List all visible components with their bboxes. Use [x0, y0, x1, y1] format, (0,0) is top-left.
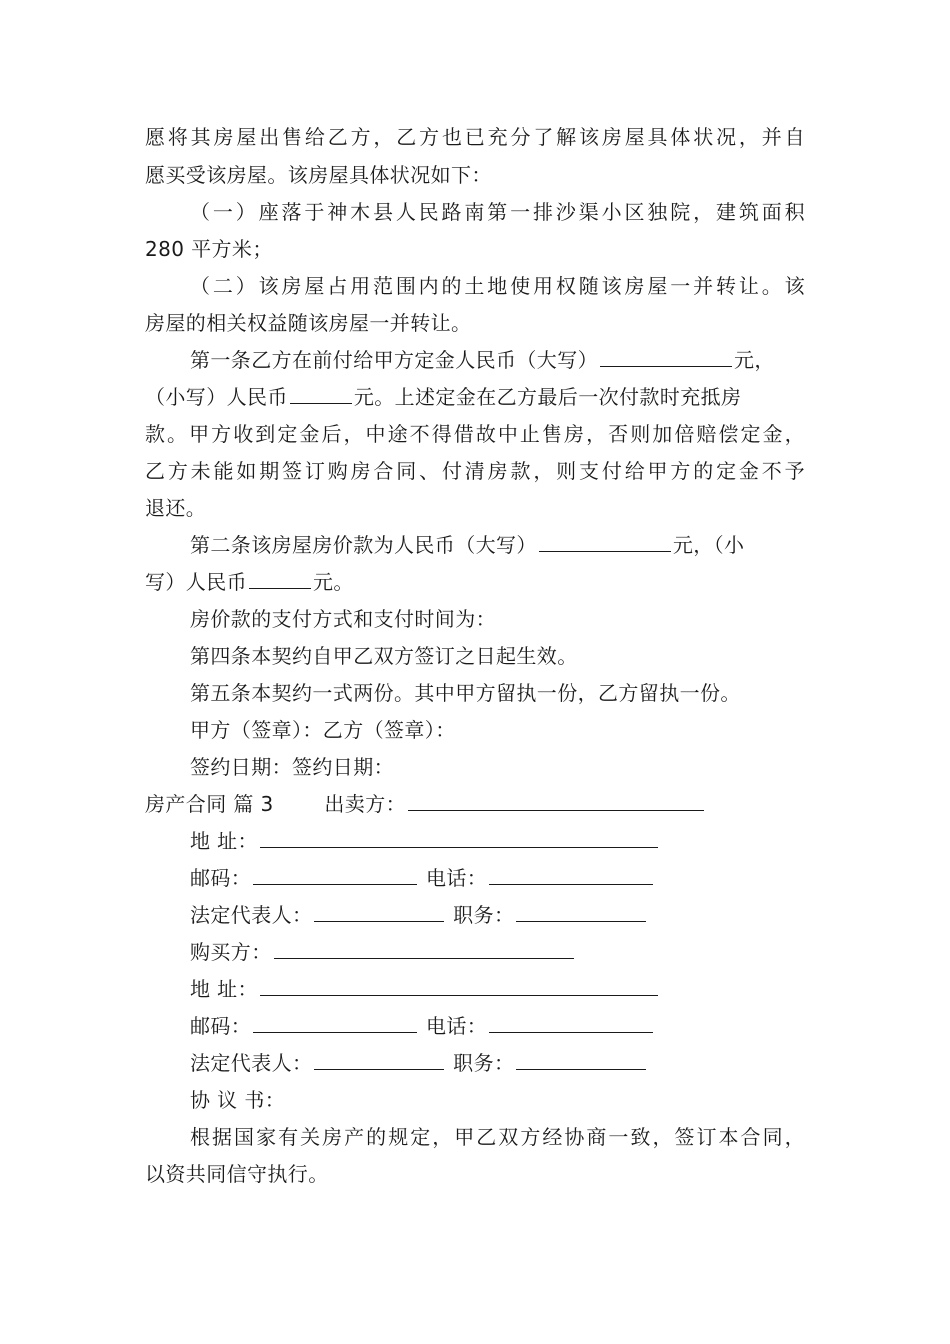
text-line: 愿将其房屋出售给乙方，乙方也已充分了解该房屋具体状况，并自: [145, 125, 805, 149]
article-2-line: [145, 569, 354, 595]
post-label: 职务：: [453, 903, 515, 927]
buyer-address-blank[interactable]: [260, 977, 658, 996]
text-line: （一）座落于神木县人民路南第一排沙渠小区独院，建筑面积: [190, 200, 805, 224]
buyer-post-blank[interactable]: [516, 1051, 646, 1070]
article-1-line: [190, 347, 775, 373]
buyer-rep-blank[interactable]: [314, 1051, 444, 1070]
deposit-uppercase-blank[interactable]: [600, 348, 732, 367]
text-line: 房价款的支付方式和支付时间为：: [190, 607, 496, 631]
text-line: 第五条本契约一式两份。其中甲方留执一份，乙方留执一份。: [190, 681, 741, 705]
text-segment: （小写）人民币: [145, 385, 288, 409]
seller-zip-blank[interactable]: [253, 866, 417, 885]
text-line: （二）该房屋占用范围内的土地使用权随该房屋一并转让。该: [190, 274, 805, 298]
text-segment: 第一条乙方在前付给甲方定金人民币（大写）: [190, 348, 598, 372]
text-segment: 元，（小: [672, 533, 745, 557]
seller-rep-blank[interactable]: [314, 903, 444, 922]
buyer-address-line: [190, 976, 660, 1002]
buyer-tel-blank[interactable]: [489, 1014, 653, 1033]
text-line: 房屋的相关权益随该房屋一并转让。: [145, 311, 472, 335]
post-label: 职务：: [453, 1051, 515, 1075]
rep-label: 法定代表人：: [190, 1051, 313, 1075]
buyer-rep-line: [190, 1050, 648, 1076]
text-line: 乙方未能如期签订购房合同、付清房款，则支付给甲方的定金不予: [145, 459, 805, 483]
buyer-zip-blank[interactable]: [253, 1014, 417, 1033]
buyer-blank[interactable]: [274, 940, 574, 959]
tel-label: 电话：: [425, 1014, 488, 1038]
seller-label: 出卖方：: [324, 792, 407, 816]
seller-address-blank[interactable]: [260, 829, 658, 848]
buyer-label: 购买方：: [190, 940, 272, 964]
zip-label: 邮码：: [190, 866, 252, 890]
text-line: 280 平方米；: [145, 237, 273, 261]
rep-label: 法定代表人：: [190, 903, 313, 927]
seller-post-blank[interactable]: [516, 903, 646, 922]
signature-line: 甲方（签章）：乙方（签章）：: [190, 718, 456, 742]
article-1-line: [145, 384, 741, 410]
buyer-line: [190, 939, 576, 965]
text-segment: 写）人民币: [145, 570, 247, 594]
seller-contact-line: [190, 865, 655, 891]
seller-tel-blank[interactable]: [489, 866, 653, 885]
text-line: 款。甲方收到定金后，中途不得借故中止售房，否则加倍赔偿定金，: [145, 422, 805, 446]
text-line: 根据国家有关房产的规定，甲乙双方经协商一致，签订本合同，: [190, 1125, 805, 1149]
text-segment: 元，: [734, 348, 775, 372]
text-segment: 元。上述定金在乙方最后一次付款时充抵房: [353, 385, 742, 409]
date-line: 签约日期：签约日期：: [190, 755, 394, 779]
section-title: 房产合同 篇 3: [145, 792, 274, 816]
text-line: 退还。: [145, 496, 207, 520]
address-label: 地 址：: [190, 829, 258, 853]
agreement-heading: 协 议 书：: [190, 1088, 286, 1112]
tel-label: 电话：: [425, 866, 488, 890]
text-segment: 元。: [313, 570, 354, 594]
text-line: 愿买受该房屋。该房屋具体状况如下：: [145, 163, 492, 187]
address-label: 地 址：: [190, 977, 258, 1001]
price-lowercase-blank[interactable]: [249, 570, 311, 589]
zip-label: 邮码：: [190, 1014, 252, 1038]
text-line: 以资共同信守执行。: [145, 1162, 329, 1186]
text-segment: 第二条该房屋房价款为人民币（大写）: [190, 533, 537, 557]
buyer-contact-line: [190, 1013, 655, 1039]
price-uppercase-blank[interactable]: [539, 533, 671, 552]
article-2-line: [190, 532, 744, 558]
seller-rep-line: [190, 902, 648, 928]
text-line: 第四条本契约自甲乙双方签订之日起生效。: [190, 644, 578, 668]
deposit-lowercase-blank[interactable]: [290, 385, 352, 404]
contract-3-heading-line: [145, 791, 706, 817]
seller-address-line: [190, 828, 660, 854]
seller-blank[interactable]: [408, 792, 704, 811]
